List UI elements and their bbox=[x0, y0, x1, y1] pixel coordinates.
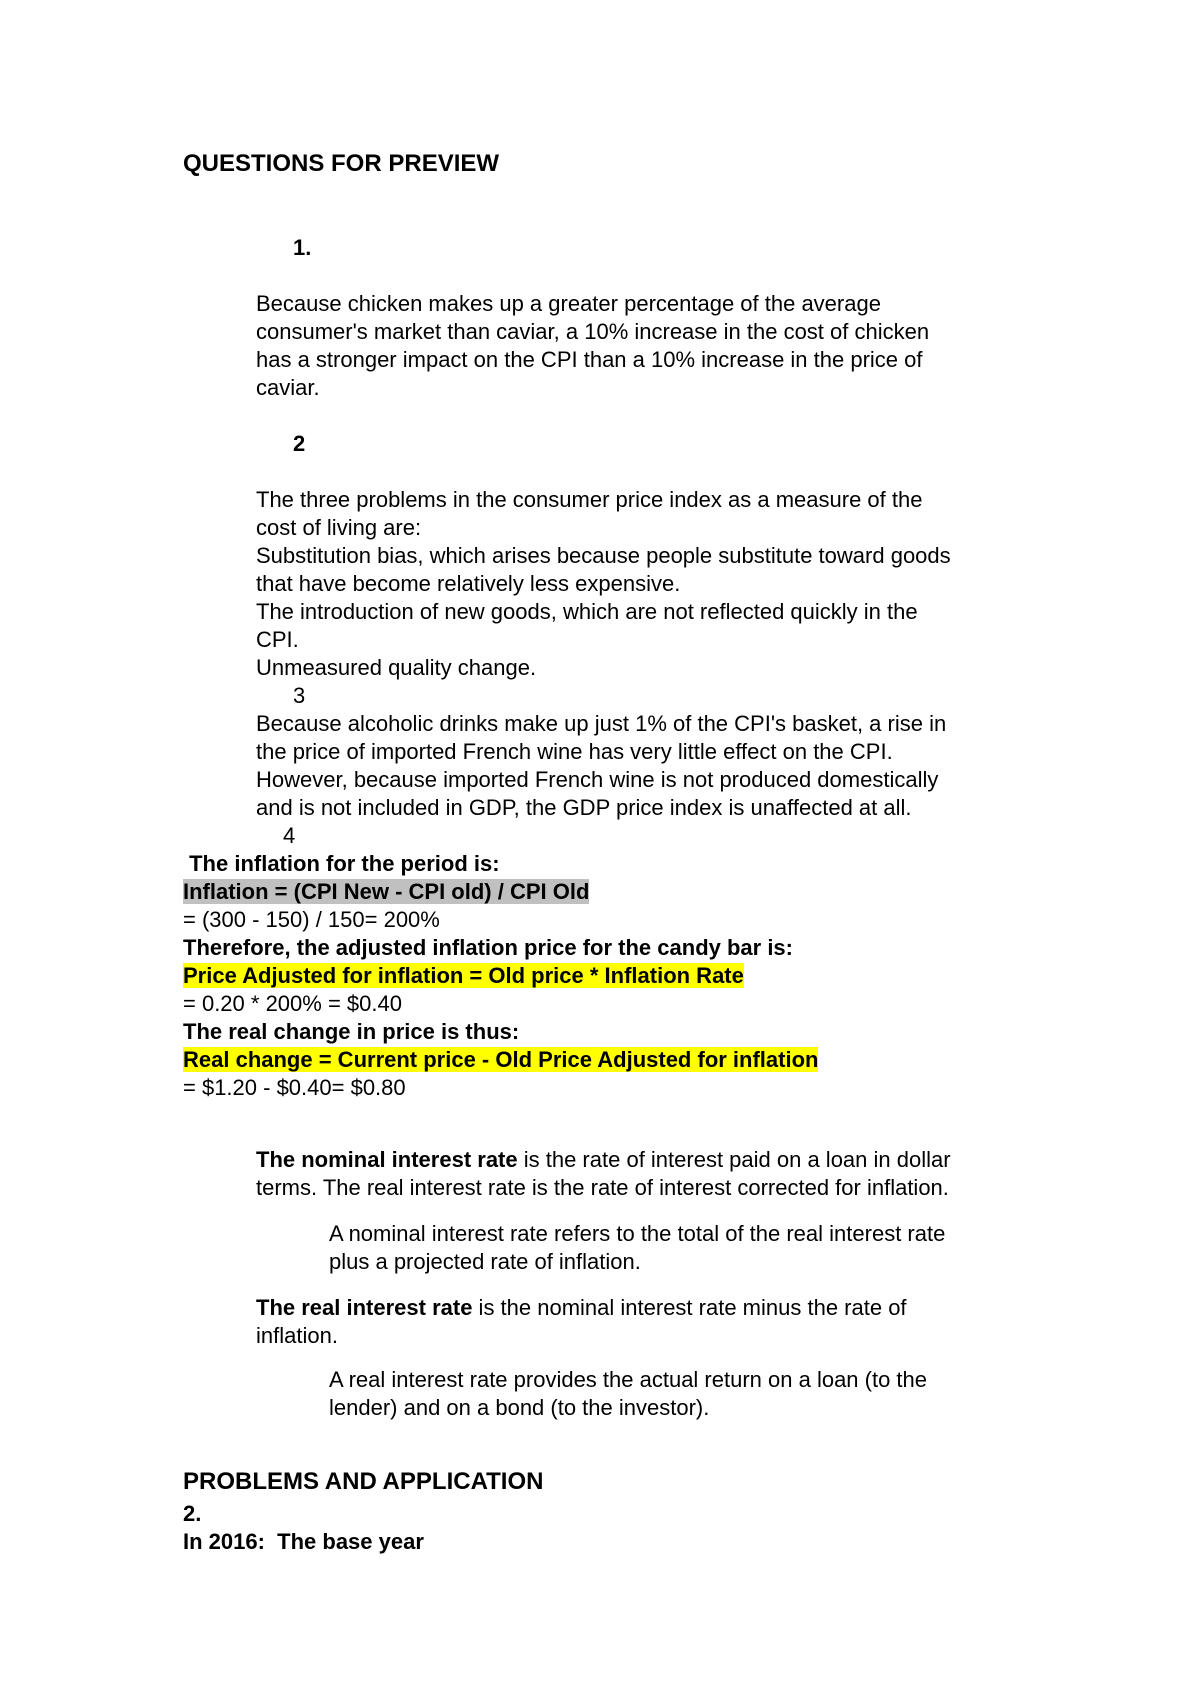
question-2-answer-line: Unmeasured quality change. bbox=[256, 655, 537, 680]
real-change-intro: The real change in price is thus: bbox=[183, 1019, 520, 1044]
question-3-number: 3 bbox=[293, 683, 306, 708]
real-rate-text: is the nominal interest rate minus the rate of bbox=[472, 1295, 907, 1320]
real-rate-note-line: lender) and on a bond (to the investor). bbox=[329, 1395, 710, 1420]
real-rate-definition bbox=[256, 1294, 907, 1322]
real-rate-definition-line: inflation. bbox=[256, 1323, 338, 1348]
inflation-intro: The inflation for the period is: bbox=[183, 851, 500, 876]
question-1-answer-line: consumer's market than caviar, a 10% increase in the cost of chicken bbox=[256, 319, 930, 344]
question-2-answer-line: The three problems in the consumer price index as a measure of the bbox=[256, 487, 923, 512]
inflation-calculation: = (300 - 150) / 150= 200% bbox=[183, 907, 440, 932]
nominal-rate-note-line: A nominal interest rate refers to the total of the real interest rate bbox=[329, 1221, 946, 1246]
real-rate-note-line: A real interest rate provides the actual return on a loan (to the bbox=[329, 1367, 928, 1392]
question-2-number: 2 bbox=[293, 431, 306, 456]
adjusted-price-formula: Price Adjusted for inflation = Old price * Inflation Rate bbox=[183, 963, 744, 988]
question-2-answer-line: that have become relatively less expensive. bbox=[256, 571, 681, 596]
question-1-answer-line: caviar. bbox=[256, 375, 320, 400]
question-3-answer-line: However, because imported French wine is not produced domestically bbox=[256, 767, 939, 792]
question-2-answer-line: cost of living are: bbox=[256, 515, 422, 540]
question-1-answer-line: has a stronger impact on the CPI than a 10% increase in the price of bbox=[256, 347, 923, 372]
nominal-rate-note-line: plus a projected rate of inflation. bbox=[329, 1249, 641, 1274]
adjusted-price-intro: Therefore, the adjusted inflation price for the candy bar is: bbox=[183, 935, 793, 960]
problems-heading: PROBLEMS AND APPLICATION bbox=[183, 1468, 544, 1495]
nominal-rate-text: is the rate of interest paid on a loan in dollar bbox=[517, 1147, 951, 1172]
question-3-answer-line: and is not included in GDP, the GDP price index is unaffected at all. bbox=[256, 795, 912, 820]
question-4-number: 4 bbox=[283, 823, 296, 848]
adjusted-price-calculation: = 0.20 * 200% = $0.40 bbox=[183, 991, 402, 1016]
question-2-answer-line: Substitution bias, which arises because people substitute toward goods bbox=[256, 543, 951, 568]
question-2-answer-line: CPI. bbox=[256, 627, 299, 652]
problem-2-number: 2. bbox=[183, 1501, 202, 1526]
real-rate-term: The real interest rate bbox=[256, 1295, 473, 1320]
question-2-answer-line: The introduction of new goods, which are not reflected quickly in the bbox=[256, 599, 918, 624]
nominal-rate-definition-line: terms. The real interest rate is the rate of interest corrected for inflation. bbox=[256, 1175, 949, 1200]
problem-2-line: In 2016: The base year bbox=[183, 1529, 424, 1554]
nominal-rate-definition bbox=[256, 1146, 951, 1174]
question-3-answer-line: the price of imported French wine has very little effect on the CPI. bbox=[256, 739, 893, 764]
real-change-calculation: = $1.20 - $0.40= $0.80 bbox=[183, 1075, 406, 1100]
question-1-number: 1. bbox=[293, 235, 312, 260]
questions-heading: QUESTIONS FOR PREVIEW bbox=[183, 150, 500, 177]
question-3-answer-line: Because alcoholic drinks make up just 1% of the CPI's basket, a rise in bbox=[256, 711, 947, 736]
question-1-answer-line: Because chicken makes up a greater percentage of the average bbox=[256, 291, 881, 316]
real-change-formula: Real change = Current price - Old Price Adjusted for inflation bbox=[183, 1047, 819, 1072]
inflation-formula: Inflation = (CPI New - CPI old) / CPI Old bbox=[183, 879, 590, 904]
nominal-rate-term: The nominal interest rate bbox=[256, 1147, 518, 1172]
